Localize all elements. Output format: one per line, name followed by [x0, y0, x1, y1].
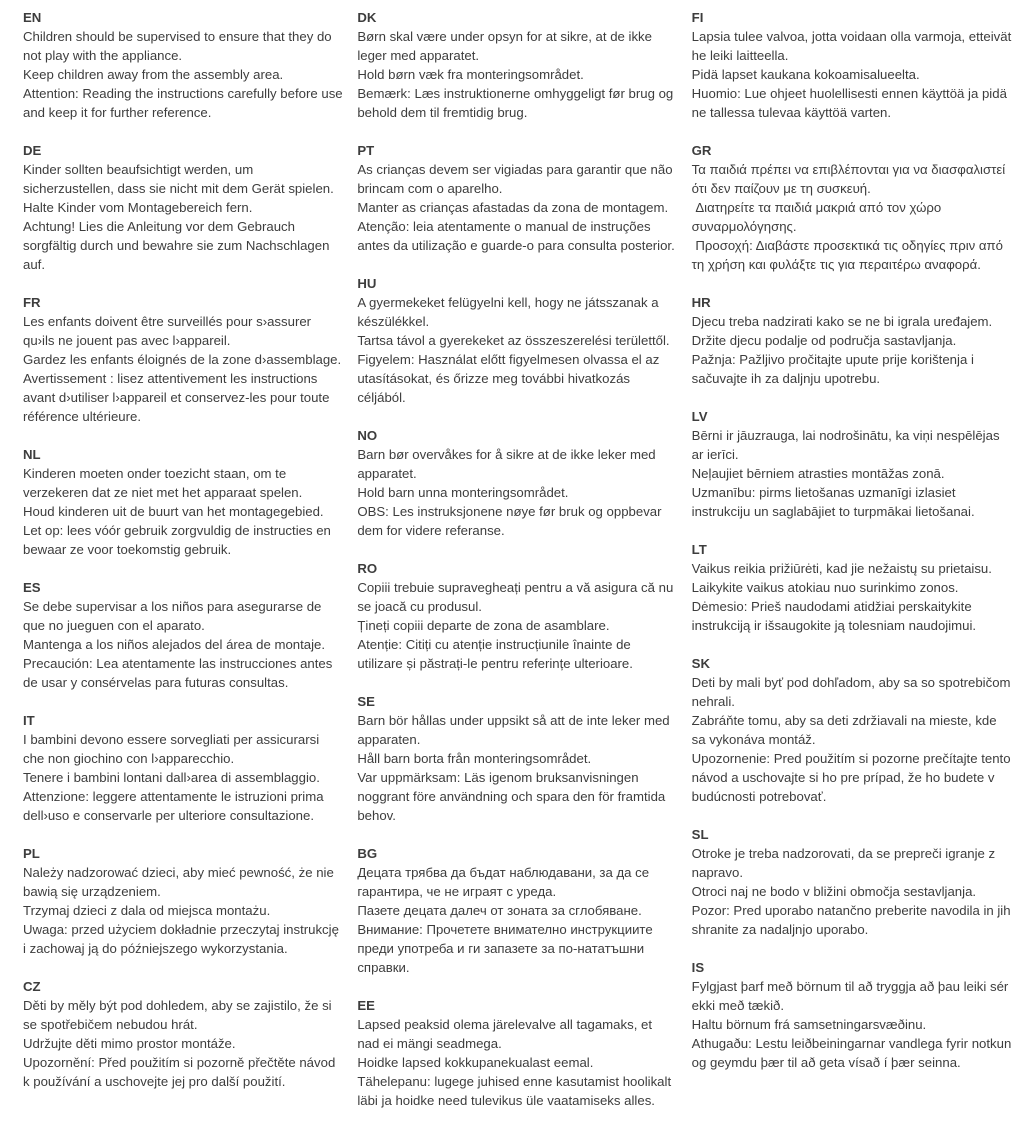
instruction-sentence: Dėmesio: Prieš naudodami atidžiai perskaitykite instrukciją ir išsaugokite ją tolesniam naudojimui. — [691, 599, 977, 633]
language-code-label: DK — [357, 10, 377, 25]
language-code-label: ES — [23, 580, 41, 595]
instruction-sentence: Let op: lees vóór gebruik zorgvuldig de instructies en bewaar ze voor toekomstig gebruik. — [23, 523, 335, 557]
language-block — [23, 141, 343, 274]
instruction-sentence: Otroke je treba nadzorovati, da se prepreči igranje z napravo. — [691, 846, 999, 880]
instruction-sentence: Haltu börnum frá samsetningarsvæðinu. — [691, 1017, 927, 1032]
language-block — [357, 996, 677, 1110]
instruction-sentence: Copiii trebuie supravegheați pentru a vă asigura că nu se joacă cu produsul. — [357, 580, 677, 614]
language-code-label: IS — [691, 960, 705, 975]
instruction-sentence: Uwaga: przed użyciem dokładnie przeczytaj instrukcję i zachowaj ją do późniejszego wykorzystania. — [23, 922, 343, 956]
language-block — [692, 293, 1012, 388]
instruction-sentence: Zabráňte tomu, aby sa deti zdržiavali na mieste, kde sa vykonáva montáž. — [691, 713, 1001, 747]
instruction-sentence: Pidä lapset kaukana kokoamisalueelta. — [691, 67, 920, 82]
instruction-sentence: Laikykite vaikus atokiau nuo surinkimo zonos. — [691, 580, 959, 595]
language-block — [23, 578, 343, 692]
instruction-sentence: Tenere i bambini lontani dall›area di assemblaggio. — [23, 770, 320, 785]
language-block — [23, 711, 343, 825]
language-code-label: NO — [357, 428, 378, 443]
instruction-sentence: Držite djecu podalje od područja sastavljanja. — [691, 333, 957, 348]
language-code-label: HR — [691, 295, 711, 310]
instruction-sentence: Lapsia tulee valvoa, jotta voidaan olla varmoja, etteivät he leiki laitteella. — [691, 29, 1015, 63]
instruction-sentence: Manter as crianças afastadas da zona de montagem. — [357, 200, 669, 215]
instruction-sentence: Keep children away from the assembly area. — [23, 67, 284, 82]
instruction-sentence: Se debe supervisar a los niños para asegurarse de que no jueguen con el aparato. — [23, 599, 326, 633]
language-code-label: HU — [357, 276, 377, 291]
language-block — [23, 977, 343, 1091]
language-block — [357, 426, 677, 540]
instruction-sentence: Atenție: Citiți cu atenție instrucțiunile înainte de utilizare și păstrați-le pentru referințe ulterioare. — [357, 637, 635, 671]
instruction-sentence: Kinder sollten beaufsichtigt werden, um sicherzustellen, dass sie nicht mit dem Gerät spielen. — [23, 162, 334, 196]
instruction-sentence: Achtung! Lies die Anleitung vor dem Gebrauch sorgfältig durch und bewahre sie zum Nachschlagen auf. — [23, 219, 334, 272]
language-block — [691, 8, 1015, 122]
instruction-sentence: Neļaujiet bērniem atrasties montāžas zonā. — [691, 466, 945, 481]
language-code-label: SK — [691, 656, 710, 671]
instruction-sentence: Les enfants doivent être surveillés pour s›assurer qu›ils ne jouent pas avec l›appareil. — [23, 314, 315, 348]
language-code-label: DE — [23, 143, 42, 158]
language-code-label: SL — [691, 827, 709, 842]
language-code-label: IT — [23, 713, 35, 728]
instruction-sentence: Upozornenie: Pred použitím si pozorne prečítajte tento návod a uschovajte si ho pre prípad, že ho budete v budúcnosti potrebovať. — [691, 751, 1015, 804]
instruction-sentence: Fylgjast þarf með börnum til að tryggja að þau leiki sér ekki með tækið. — [691, 979, 1012, 1013]
instruction-sentence: Tähelepanu: lugege juhised enne kasutamist hoolikalt läbi ja hoidke need tulevikus üle vaatamiseks alles. — [357, 1074, 675, 1108]
instruction-sentence: Athugaðu: Lestu leiðbeiningarnar vandlega fyrir notkun og geymdu þær til að geta vísað í þær seinna. — [691, 1036, 1015, 1070]
instruction-sentence: I bambini devono essere sorvegliati per assicurarsi che non giochino con l›apparecchio. — [23, 732, 323, 766]
instruction-sentence: Djecu treba nadzirati kako se ne bi igrala uređajem. — [691, 314, 993, 329]
instruction-sentence: Mantenga a los niños alejados del área de montaje. — [23, 637, 326, 652]
instruction-sentence: Håll barn borta från monteringsområdet. — [357, 751, 592, 766]
instruction-sentence: A gyermekeket felügyelni kell, hogy ne játsszanak a készülékkel. — [357, 295, 663, 329]
language-code-label: EN — [23, 10, 42, 25]
instruction-sentence: Otroci naj ne bodo v bližini območja sestavljanja. — [691, 884, 977, 899]
instruction-sentence: Børn skal være under opsyn for at sikre, at de ikke leger med apparatet. — [357, 29, 656, 63]
instruction-sentence: Внимание: Прочетете внимателно инструкциите преди употреба и ги запазете за по-нататъшни справки. — [357, 922, 657, 975]
language-block — [691, 654, 1015, 806]
language-code-label: SE — [357, 694, 375, 709]
instruction-sentence: Houd kinderen uit de buurt van het montagegebied. — [23, 504, 324, 519]
instruction-sentence: Kinderen moeten onder toezicht staan, om te verzekeren dat ze niet met het apparaat spelen. — [23, 466, 303, 500]
language-code-label: RO — [357, 561, 378, 576]
language-block — [23, 445, 343, 559]
text-column-middle — [357, 8, 677, 1129]
language-code-label: LT — [691, 542, 707, 557]
text-column-left — [23, 8, 347, 1129]
instruction-sentence: Attention: Reading the instructions carefully before use and keep it for further reference. — [23, 86, 347, 120]
instruction-sentence: Tartsa távol a gyerekeket az összeszerelési területtől. — [357, 333, 670, 348]
language-block — [357, 559, 677, 673]
language-block — [691, 958, 1015, 1072]
language-code-label: PT — [357, 143, 375, 158]
language-code-label: EE — [357, 998, 375, 1013]
language-block — [357, 274, 677, 407]
instruction-sentence: Țineți copiii departe de zona de asamblare. — [357, 618, 610, 633]
instruction-sentence: Hoidke lapsed kokkupanekualast eemal. — [357, 1055, 594, 1070]
language-block — [23, 8, 347, 122]
instruction-sentence: Halte Kinder vom Montagebereich fern. — [23, 200, 253, 215]
instruction-sentence: Hold børn væk fra monteringsområdet. — [357, 67, 584, 82]
instruction-sentence: Var uppmärksam: Läs igenom bruksanvisningen noggrant före användning och spara den för framtida behov. — [357, 770, 669, 823]
language-block — [692, 540, 1012, 635]
instruction-sentence: Precaución: Lea atentamente las instrucciones antes de usar y consérvelas para futuras consultas. — [23, 656, 337, 690]
language-block — [692, 141, 1012, 274]
language-block — [23, 844, 343, 958]
language-code-label: NL — [23, 447, 41, 462]
language-code-label: BG — [357, 846, 378, 861]
instruction-sentence: Děti by měly být pod dohledem, aby se zajistilo, že si se spotřebičem nebudou hrát. — [23, 998, 336, 1032]
instruction-sentence: Pažnja: Pažljivo pročitajte upute prije korištenja i sačuvajte ih za daljnju upotrebu. — [691, 352, 978, 386]
instruction-sentence: Hold barn unna monteringsområdet. — [357, 485, 569, 500]
instruction-sentence: Децата трябва да бъдат наблюдавани, за да се гарантира, че не играят с уреда. — [357, 865, 653, 899]
language-code-label: PL — [23, 846, 40, 861]
language-block — [357, 692, 677, 825]
language-block — [357, 141, 677, 255]
instruction-sentence: Trzymaj dzieci z dala od miejsca montażu. — [23, 903, 271, 918]
language-code-label: LV — [691, 409, 708, 424]
language-code-label: FI — [691, 10, 704, 25]
instruction-sentence: Pozor: Pred uporabo natančno preberite navodila in jih shranite za nadaljnjo uporabo. — [691, 903, 1015, 937]
instruction-sentence: Attenzione: leggere attentamente le istruzioni prima dell›uso e conservarle per ulteriore consultazione. — [23, 789, 328, 823]
language-block — [691, 825, 1015, 939]
instruction-sentence: Bemærk: Læs instruktionerne omhyggeligt før brug og behold dem til fremtidig brug. — [357, 86, 677, 120]
language-code-label: CZ — [23, 979, 41, 994]
instruction-sentence: Barn bør overvåkes for å sikre at de ikke leker med apparatet. — [357, 447, 660, 481]
language-block — [357, 844, 677, 977]
instruction-sentence: Пазете децата далеч от зоната за сглобяване. — [357, 903, 642, 918]
instruction-sentence: Τα παιδιά πρέπει να επιβλέπονται για να διασφαλιστεί ότι δεν παίζουν με τη συσκευή. — [691, 162, 1009, 196]
instruction-sentence: Figyelem: Használat előtt figyelmesen olvassa el az utasításokat, és őrizze meg további hivatkozás céljából. — [357, 352, 663, 405]
instruction-sentence: Deti by mali byť pod dohľadom, aby sa so spotrebičom nehrali. — [691, 675, 1015, 709]
instruction-sentence: As crianças devem ser vigiadas para garantir que não brincam com o aparelho. — [357, 162, 677, 196]
instruction-sentence: Avertissement : lisez attentivement les instructions avant d›utiliser l›appareil et conservez-les pour toute référence ultérieure. — [23, 371, 334, 424]
instruction-sentence: Children should be supervised to ensure that they do not play with the appliance. — [23, 29, 336, 63]
instruction-sentence: Uzmanību: pirms lietošanas uzmanīgi izlasiet instrukciju un saglabājiet to turpmākai lietošanai. — [691, 485, 975, 519]
language-code-label: GR — [691, 143, 712, 158]
instruction-sentence: Atenção: leia atentamente o manual de instruções antes da utilização e guarde-o para consulta posterior. — [357, 219, 675, 253]
instruction-sentence: Udržujte děti mimo prostor montáže. — [23, 1036, 236, 1051]
instruction-sentence: Lapsed peaksid olema järelevalve all tagamaks, et nad ei mängi seadmega. — [357, 1017, 656, 1051]
language-block — [23, 293, 343, 426]
instruction-sentence: Upozornění: Před použitím si pozorně přečtěte návod k používání a uschovejte jej pro další použití. — [23, 1055, 339, 1089]
instruction-sentence: Należy nadzorować dzieci, aby mieć pewność, że nie bawią się urządzeniem. — [23, 865, 338, 899]
instruction-sentence: Bērni ir jāuzrauga, lai nodrošinātu, ka viņi nespēlējas ar ierīci. — [691, 428, 1004, 462]
instruction-sentence: Barn bör hållas under uppsikt så att de inte leker med apparaten. — [357, 713, 674, 747]
instruction-sentence: Διατηρείτε τα παιδιά μακριά από τον χώρο συναρμολόγησης. — [691, 200, 945, 234]
instruction-sentence: Huomio: Lue ohjeet huolellisesti ennen käyttöä ja pidä ne tallessa tulevaa käyttöä varten. — [691, 86, 1011, 120]
language-block — [357, 8, 677, 122]
instruction-sentence: OBS: Les instruksjonene nøye før bruk og oppbevar dem for videre referanse. — [357, 504, 666, 538]
language-code-label: FR — [23, 295, 41, 310]
instruction-sentence: Προσοχή: Διαβάστε προσεκτικά τις οδηγίες πριν από τη χρήση και φυλάξτε τις για περαιτέρω αναφορά. — [691, 238, 1007, 272]
language-block — [692, 407, 1012, 521]
text-column-right — [691, 8, 1015, 1129]
instruction-sentence: Vaikus reikia prižiūrėti, kad jie nežaistų su prietaisu. — [691, 561, 992, 576]
instruction-sentence: Gardez les enfants éloignés de la zone d›assemblage. — [23, 352, 342, 367]
